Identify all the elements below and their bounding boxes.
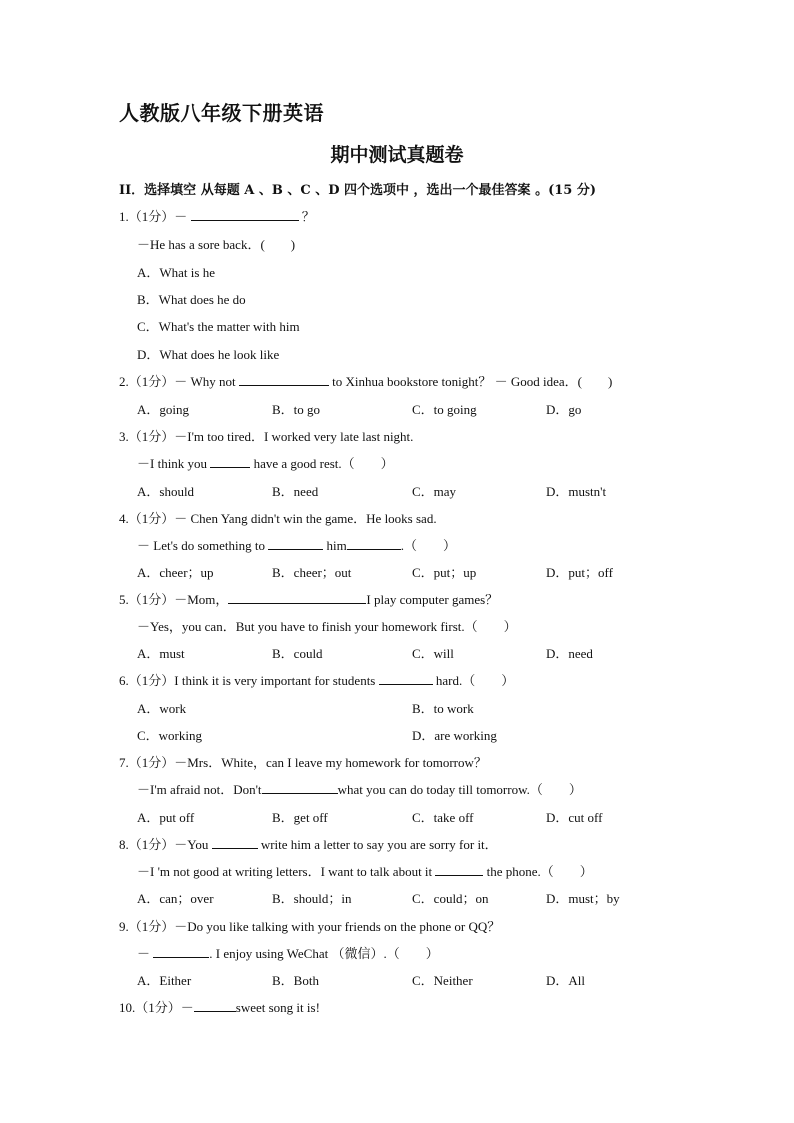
answer-blank bbox=[347, 538, 401, 550]
question-7-response-end: what you can do today till tomorrow.（ ） bbox=[337, 782, 582, 797]
question-3-option-c: C．may bbox=[412, 484, 457, 499]
question-5-response: －Yes，you can．But you have to finish your homework first.（ ） bbox=[137, 619, 517, 634]
section-heading: II．选择填空 从每题 A 、B 、C 、D 四个选项中 ，选出一个最佳答案 。(15 分) bbox=[119, 183, 596, 198]
answer-blank bbox=[239, 374, 329, 386]
question-9-option-b: B．Both bbox=[272, 973, 319, 988]
question-8-text-end: write him a letter to say you are sorry for it． bbox=[260, 837, 498, 852]
question-5-option-d: D．need bbox=[546, 646, 593, 661]
question-6-text: 6.（1分）I think it is very important for students bbox=[119, 673, 376, 688]
question-5-option-c: C．will bbox=[412, 646, 454, 661]
question-4-option-d: D．put；off bbox=[546, 565, 613, 580]
question-6-option-c: C．working bbox=[137, 728, 203, 743]
answer-blank bbox=[210, 456, 250, 468]
question-7-option-d: D．cut off bbox=[546, 810, 603, 825]
question-10-text: 10.（1分）－ bbox=[119, 1000, 194, 1015]
question-7-option-a: A．put off bbox=[137, 810, 195, 825]
question-2-option-b: B．to go bbox=[272, 402, 321, 417]
question-4-response-mid: him bbox=[326, 538, 347, 553]
question-2-text-end: to Xinhua bookstore tonight？ － Good idea．( ) bbox=[332, 374, 613, 389]
answer-blank bbox=[262, 782, 338, 794]
question-8-option-c: C．could；on bbox=[412, 891, 489, 906]
question-1-option-a: A．What is he bbox=[137, 265, 215, 280]
question-3-option-a: A．should bbox=[137, 484, 195, 499]
question-4-stem: 4.（1分）－ Chen Yang didn't win the game．He looks sad. bbox=[119, 511, 437, 526]
question-5-option-b: B．could bbox=[272, 646, 323, 661]
question-1-stem bbox=[119, 206, 315, 225]
question-7-response bbox=[137, 779, 582, 798]
question-4-response bbox=[137, 535, 456, 554]
answer-blank bbox=[379, 673, 433, 685]
question-9-response-end: . I enjoy using WeChat （微信）.（ ） bbox=[209, 946, 439, 961]
question-8-option-d: D．must；by bbox=[546, 891, 620, 906]
question-6-option-d: D．are working bbox=[412, 728, 497, 743]
question-6-stem bbox=[119, 670, 514, 689]
question-4-response-text: － Let's do something to bbox=[137, 538, 266, 553]
question-3-option-d: D．mustn't bbox=[546, 484, 607, 499]
question-9-response-text: － bbox=[137, 946, 151, 961]
answer-blank bbox=[435, 864, 483, 876]
question-2-option-a: A．going bbox=[137, 402, 190, 417]
question-1-option-b: B．What does he do bbox=[137, 292, 246, 307]
question-9-response bbox=[137, 943, 439, 962]
question-8-response bbox=[137, 861, 593, 880]
question-5-text: 5.（1分）－Mom， bbox=[119, 592, 229, 607]
question-9-option-d: D．All bbox=[546, 973, 586, 988]
question-1-option-c: C．What's the matter with him bbox=[137, 319, 300, 334]
question-2-option-c: C．to going bbox=[412, 402, 477, 417]
question-6-text-end: hard.（ ） bbox=[435, 673, 515, 688]
question-6-option-b: B．to work bbox=[412, 701, 474, 716]
question-7-option-c: C．take off bbox=[412, 810, 474, 825]
answer-blank bbox=[268, 538, 323, 550]
question-5-text-end: I play computer games？ bbox=[366, 592, 499, 607]
question-9-option-a: A．Either bbox=[137, 973, 192, 988]
question-4-option-c: C．put；up bbox=[412, 565, 477, 580]
question-3-response-text: －I think you bbox=[137, 456, 208, 471]
question-1-text-end: ？ bbox=[301, 209, 315, 224]
question-3-response bbox=[137, 453, 394, 472]
question-5-stem bbox=[119, 589, 498, 608]
question-8-option-b: B．should；in bbox=[272, 891, 352, 906]
question-6-option-a: A．work bbox=[137, 701, 187, 716]
answer-blank bbox=[228, 592, 366, 604]
question-4-option-a: A．cheer；up bbox=[137, 565, 214, 580]
question-9-option-c: C．Neither bbox=[412, 973, 473, 988]
question-1-option-d: D．What does he look like bbox=[137, 347, 280, 362]
answer-blank bbox=[212, 837, 258, 849]
question-1-text: 1.（1分）－ bbox=[119, 209, 188, 224]
question-3-response-end: have a good rest.（ ） bbox=[253, 456, 394, 471]
question-2-text: 2.（1分）－ Why not bbox=[119, 374, 236, 389]
question-7-stem: 7.（1分）－Mrs．White，can I leave my homework for tomorrow？ bbox=[119, 755, 487, 770]
question-4-option-b: B．cheer；out bbox=[272, 565, 352, 580]
question-8-text: 8.（1分）－You bbox=[119, 837, 209, 852]
question-5-option-a: A．must bbox=[137, 646, 185, 661]
question-10-text-end: sweet song it is! bbox=[235, 1000, 320, 1015]
question-3-option-b: B．need bbox=[272, 484, 319, 499]
question-8-response-end: the phone.（ ） bbox=[486, 864, 593, 879]
question-7-response-text: －I'm afraid not．Don't bbox=[137, 782, 262, 797]
question-2-stem bbox=[119, 371, 612, 390]
question-4-response-end: .（ ） bbox=[400, 538, 457, 553]
question-1-response: －He has a sore back．( ) bbox=[137, 237, 296, 252]
question-2-option-d: D．go bbox=[546, 402, 582, 417]
document-subtitle: 期中测试真题卷 bbox=[330, 144, 464, 166]
question-8-stem bbox=[119, 834, 498, 853]
answer-blank bbox=[153, 946, 209, 958]
question-8-response-text: －I 'm not good at writing letters．I want to talk about it bbox=[137, 864, 433, 879]
document-title: 人教版八年级下册英语 bbox=[119, 101, 324, 125]
question-8-option-a: A．can；over bbox=[137, 891, 214, 906]
question-10-stem bbox=[119, 997, 320, 1016]
answer-blank bbox=[191, 209, 299, 221]
answer-blank bbox=[194, 1000, 236, 1012]
question-9-stem: 9.（1分）－Do you like talking with your friends on the phone or QQ？ bbox=[119, 919, 501, 934]
question-7-option-b: B．get off bbox=[272, 810, 328, 825]
question-3-stem: 3.（1分）－I'm too tired．I worked very late last night. bbox=[119, 429, 414, 444]
